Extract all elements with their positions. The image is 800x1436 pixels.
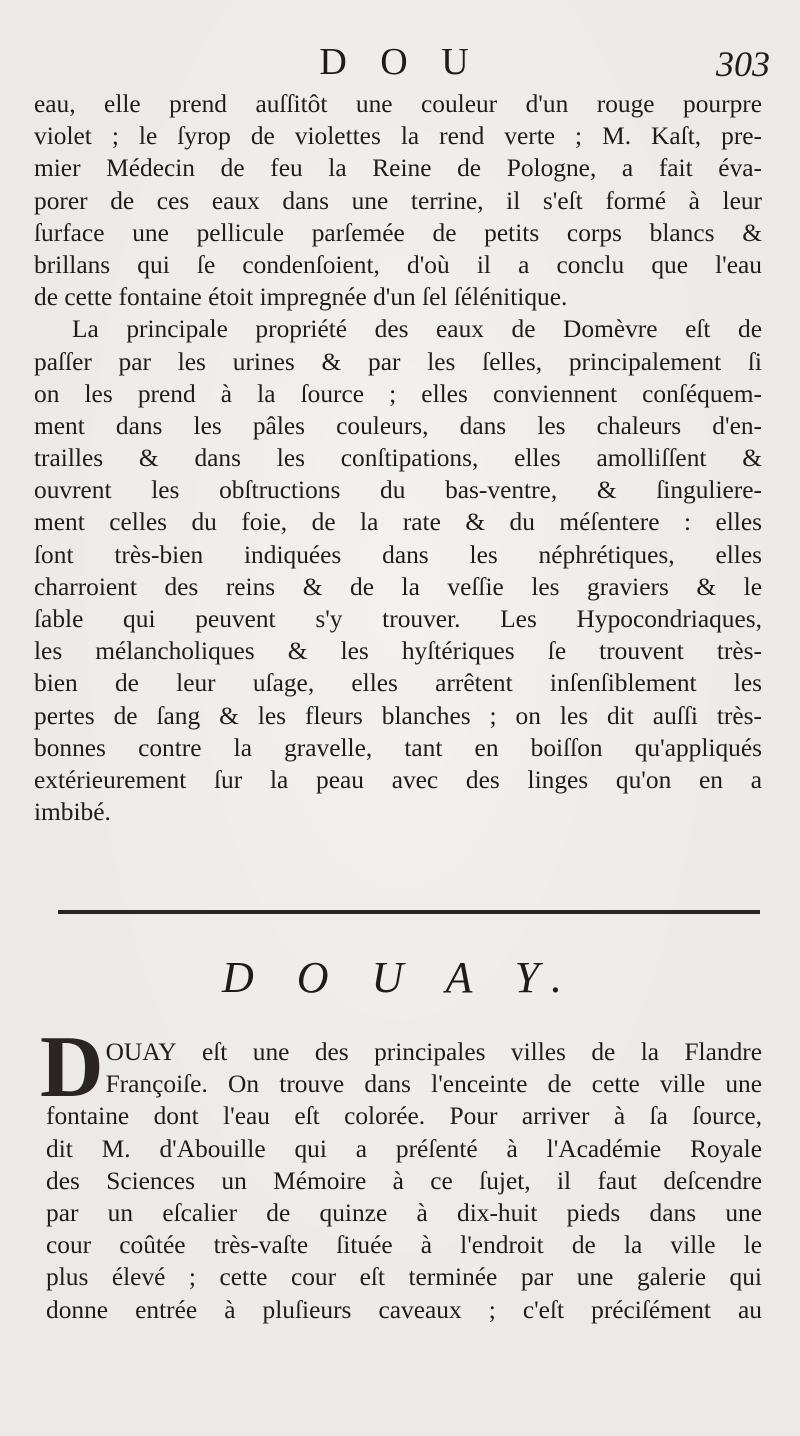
- text-line: ſont très-bien indiquées dans les néphrétiques, elles: [34, 540, 762, 569]
- text-line: trailles & dans les conſtipations, elles amolliſſent &: [34, 444, 762, 473]
- text-line: bien de leur uſage, elles arrêtent inſenſiblement les: [34, 669, 762, 698]
- text-line: violet ; le ſyrop de violettes la rend verte ; M. Kaſt, pre-: [34, 122, 762, 151]
- text-line: ſurface une pellicule parſemée de petits corps blancs &: [34, 218, 762, 247]
- text-line: mier Médecin de feu la Reine de Pologne, a fait éva-: [34, 154, 762, 183]
- paragraph-continued: [34, 88, 762, 313]
- text-line: ſable qui peuvent s'y trouver. Les Hypocondriaques,: [34, 605, 762, 633]
- text-line: brillans qui ſe condenſoient, d'où il a conclu que l'eau: [34, 250, 762, 279]
- text-line: paſſer par les urines & par les ſelles, principalement ſi: [34, 347, 762, 376]
- text-line: porer de ces eaux dans une terrine, il s'eſt formé à leur: [34, 186, 762, 215]
- running-head-word: D O U: [319, 41, 481, 83]
- text-line: charroient des reins & de la veſſie les graviers & le: [34, 572, 762, 601]
- drop-cap: D: [40, 1019, 104, 1116]
- text-line: Françoiſe. On trouve dans l'enceinte de cette ville une: [105, 1070, 762, 1099]
- text-line: des Sciences un Mémoire à ce ſujet, il faut deſcendre: [46, 1166, 762, 1195]
- text-line: eau, elle prend auſſitôt une couleur d'un rouge pourpre: [34, 90, 762, 118]
- text-line: plus élevé ; cette cour eſt terminée par une galerie qui: [46, 1263, 762, 1292]
- text-line: on les prend à la ſource ; elles conviennent conſéquem-: [34, 379, 762, 408]
- top-text-block: [34, 88, 762, 828]
- text-line: extérieurement ſur la peau avec des linges qu'on en a: [34, 765, 762, 794]
- text-line: ment dans les pâles couleurs, dans les chaleurs d'en-: [34, 411, 762, 440]
- text-line: imbibé.: [34, 798, 111, 827]
- page-number: 303: [716, 44, 770, 84]
- section-text-block: [40, 1019, 762, 1326]
- text-line: pertes de ſang & les fleurs blanches ; on les dit auſſi très-: [34, 701, 762, 730]
- text-line: La principale propriété des eaux de Domèvre eſt de: [72, 315, 762, 344]
- first-word-rest: OUAY: [105, 1038, 177, 1066]
- text-line: dit M. d'Abouille qui a préſenté à l'Académie Royale: [46, 1134, 762, 1163]
- text-line: ouvrent les obſtructions du bas-ventre, & ſinguliere-: [34, 476, 762, 505]
- section-divider-rule: [58, 910, 760, 914]
- text-line: donne entrée à pluſieurs caveaux ; c'eſt préciſément au: [46, 1295, 762, 1324]
- text-line: de cette fontaine étoit impregnée d'un ſel ſélénitique.: [34, 283, 568, 312]
- text-line: ment celles du foie, de la rate & du méſentere : elles: [34, 508, 762, 537]
- text-line: bonnes contre la gravelle, tant en boiſſon qu'appliqués: [34, 733, 762, 762]
- running-head: [0, 40, 800, 84]
- section-title: D O U A Y.: [221, 953, 579, 1002]
- text-line: cour coûtée très-vaſte ſituée à l'endroit de la ville le: [46, 1231, 762, 1260]
- first-line-text: eſt une des principales villes de la Flandre: [176, 1038, 762, 1066]
- text-line: fontaine dont l'eau eſt colorée. Pour arriver à ſa ſource,: [46, 1102, 762, 1131]
- text-line: les mélancholiques & les hyſtériques ſe trouvent très-: [34, 637, 762, 666]
- paragraph-properties: [34, 313, 762, 828]
- text-line: par un eſcalier de quinze à dix-huit pieds dans une: [46, 1198, 762, 1227]
